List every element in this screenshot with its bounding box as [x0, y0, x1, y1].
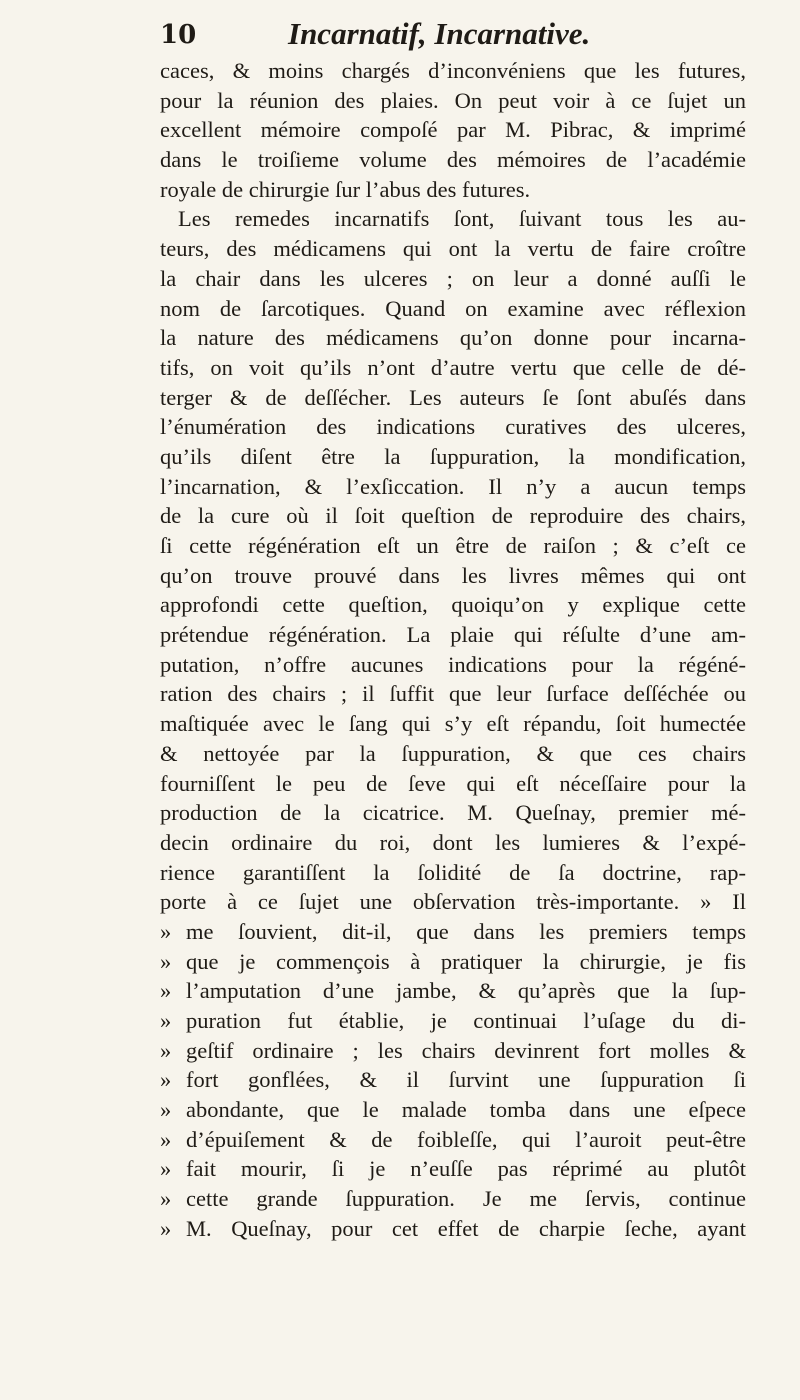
text-line: fourniſſent le peu de ſeve qui eſt néceſſaire pour la: [160, 770, 746, 796]
quote-line: [160, 1036, 746, 1066]
text-line: dans le troiſieme volume des mémoires de l’académie: [160, 147, 746, 173]
text-line: pour la réunion des plaies. On peut voir à ce ſujet un: [160, 87, 746, 113]
quote-line: [160, 1154, 746, 1184]
page-number: 10: [160, 20, 197, 50]
quote-text: puration fut établie, je continuai l’uſage du di-: [186, 1008, 746, 1033]
text-line: ſi cette régénération eſt un être de raiſon ; & c’eſt ce: [160, 533, 746, 558]
text-line: la chair dans les ulceres ; on leur a donné auſſi le: [160, 265, 746, 291]
text-line: la nature des médicamens qu’on donne pour incarna-: [160, 325, 746, 351]
text-line: ration des chairs ; il ſuffit que leur ſurface deſſéchée ou: [160, 681, 746, 707]
quote-mark: »: [160, 1186, 172, 1212]
text-line: qu’ils diſent être la ſuppuration, la mondification,: [160, 443, 746, 469]
quote-mark: »: [160, 1008, 172, 1033]
text-line: royale de chirurgie ſur l’abus des futures.: [160, 176, 531, 202]
page-header: [160, 16, 740, 60]
quote-mark: »: [160, 1097, 172, 1123]
text-line: l’incarnation, & l’exſiccation. Il n’y a aucun temps: [160, 473, 746, 499]
quote-line: [160, 976, 746, 1006]
quote-text: abondante, que le malade tomba dans une eſpece: [186, 1097, 746, 1123]
quote-line: [160, 1006, 746, 1036]
quote-mark: »: [160, 1215, 172, 1241]
text-line: rience garantiſſent la ſolidité de ſa doctrine, rap-: [160, 859, 746, 885]
quote-text: l’amputation d’une jambe, & qu’après que la ſup-: [186, 978, 746, 1004]
quote-text: fait mourir, ſi je n’euſſe pas réprimé au plutôt: [186, 1156, 746, 1182]
text-line: porte à ce ſujet une obſervation très-importante. » Il: [160, 889, 746, 915]
quote-text: fort gonflées, & il ſurvint une ſuppuration ſi: [186, 1067, 746, 1093]
quote-text: que je commençois à pratiquer la chirurgie, je fis: [186, 948, 746, 974]
quote-line: [160, 1184, 746, 1214]
quote-text: geſtif ordinaire ; les chairs devinrent fort molles &: [186, 1037, 746, 1063]
quote-text: d’épuiſement & de foibleſſe, qui l’auroit peut-être: [186, 1126, 746, 1152]
quote-mark: »: [160, 1067, 172, 1093]
text-line: teurs, des médicamens qui ont la vertu de faire croître: [160, 236, 746, 262]
text-line: prétendue régénération. La plaie qui réſulte d’une am-: [160, 622, 746, 648]
text-line: qu’on trouve prouvé dans les livres mêmes qui ont: [160, 562, 746, 588]
quote-text: me ſouvient, dit-il, que dans les premiers temps: [186, 918, 746, 944]
quote-text: M. Queſnay, pour cet effet de charpie ſeche, ayant: [186, 1215, 746, 1241]
quote-mark: »: [160, 978, 172, 1004]
text-line: nom de ſarcotiques. Quand on examine avec réflexion: [160, 295, 746, 321]
text-line: tifs, on voit qu’ils n’ont d’autre vertu que celle de dé-: [160, 354, 746, 380]
text-line: Les remedes incarnatifs ſont, ſuivant tous les au-: [178, 206, 746, 232]
quote-text: cette grande ſuppuration. Je me ſervis, continue: [186, 1186, 746, 1212]
quote-line: [160, 1125, 746, 1155]
text-line: decin ordinaire du roi, dont les lumieres & l’expé-: [160, 829, 746, 855]
quote-mark: »: [160, 1126, 172, 1152]
body-text: [160, 56, 746, 1244]
quote-line: [160, 947, 746, 977]
text-line: de la cure où il ſoit queſtion de reproduire des chairs,: [160, 503, 746, 529]
text-line: production de la cicatrice. M. Queſnay, premier mé-: [160, 800, 746, 826]
text-line: excellent mémoire compoſé par M. Pibrac, & imprimé: [160, 117, 746, 143]
quote-mark: »: [160, 918, 172, 944]
text-line: approfondi cette queſtion, quoiqu’on y explique cette: [160, 592, 746, 618]
text-line: maſtiquée avec le ſang qui s’y eſt répandu, ſoit humectée: [160, 711, 746, 737]
text-line: l’énumération des indications curatives des ulceres,: [160, 414, 746, 440]
text-line: terger & de deſſécher. Les auteurs ſe ſont abuſés dans: [160, 384, 746, 410]
text-line: & nettoyée par la ſuppuration, & que ces chairs: [160, 740, 746, 766]
quote-mark: »: [160, 1156, 172, 1182]
quote-line: [160, 917, 746, 947]
quote-mark: »: [160, 1037, 172, 1063]
text-line: caces, & moins chargés d’inconvéniens que les futures,: [160, 58, 746, 83]
quote-line: [160, 1095, 746, 1125]
quote-line: [160, 1214, 746, 1244]
running-title: Incarnatif, Incarnative.: [288, 16, 591, 51]
quote-mark: »: [160, 948, 172, 974]
text-line: putation, n’offre aucunes indications pour la régéné-: [160, 651, 746, 677]
quote-line: [160, 1065, 746, 1095]
